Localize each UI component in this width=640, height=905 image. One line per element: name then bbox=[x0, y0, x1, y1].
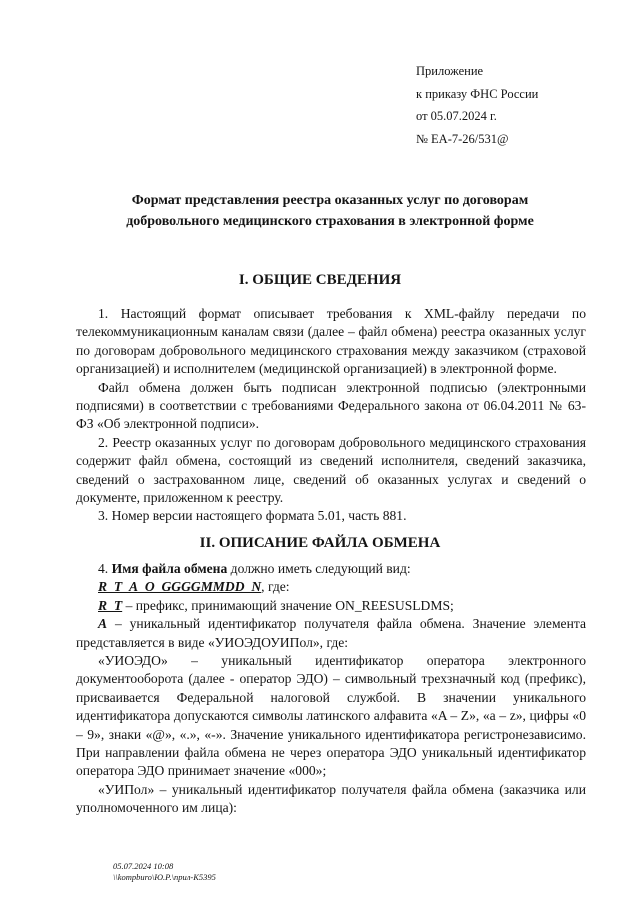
appendix-line: Приложение bbox=[416, 64, 484, 78]
paragraph bbox=[76, 597, 586, 615]
appendix-line: от 05.07.2024 г. bbox=[416, 109, 497, 123]
section-heading-file-description: II. ОПИСАНИЕ ФАЙЛА ОБМЕНА bbox=[199, 535, 441, 551]
section-file-body bbox=[76, 560, 586, 818]
paragraph-text: – уникальный идентификатор получателя файла обмена. Значение элемента представляется в виде «УИОЭДОУИПол», где: bbox=[76, 616, 586, 650]
paragraph: «УИОЭДО» – уникальный идентификатор оператора электронного документооборота (далее - оператор ЭДО) – символьный трехзначный код (префикс), присваивается Федеральной налоговой службой. В значении уникального идентификатора допускаются символы латинского алфавита «A – Z», «a – z», цифры «0 – 9», знаки «@», «.», «-». Значение уникального идентификатора регистронезависимо. При направлении файла обмена не через оператора ЭДО уникальный идентификатор оператора ЭДО принимает значение «000»; bbox=[76, 653, 586, 779]
prefix-label: R_T bbox=[98, 597, 123, 613]
footer-line: 05.07.2024 10:08 bbox=[113, 861, 174, 871]
paragraph bbox=[76, 578, 586, 596]
title-line: Формат представления реестра оказанных услуг по договорам bbox=[131, 193, 529, 208]
paragraph bbox=[76, 615, 586, 652]
paragraph-text: , где: bbox=[261, 579, 290, 595]
footer-line: \\kompburo\Ю.Р.\прил-К5395 bbox=[113, 872, 216, 882]
paragraph bbox=[76, 560, 586, 578]
title-line: добровольного медицинского страхования в электронной форме bbox=[126, 214, 534, 229]
appendix-line: № ЕА-7-26/531@ bbox=[416, 131, 509, 146]
recipient-id-label: A bbox=[98, 616, 108, 632]
paragraph: 2. Реестр оказанных услуг по договорам добровольного медицинского страхования содержит файл обмена, состоящий из сведений исполнителя, сведений заказчика, сведений о застрахованном лице, сведений об оказанных услугах и сведений о документе, приложенном к реестру. bbox=[76, 434, 586, 506]
appendix-line: к приказу ФНС России bbox=[416, 86, 539, 101]
file-name-term: Имя файла обмена bbox=[111, 561, 228, 576]
appendix-block bbox=[416, 60, 616, 150]
section-heading-general: I. ОБЩИЕ СВЕДЕНИЯ bbox=[238, 272, 402, 288]
footer-stamp bbox=[113, 861, 216, 883]
section-general-body bbox=[76, 305, 586, 526]
file-name-format: R_T_A_O_GGGGMMDD_N bbox=[98, 579, 262, 595]
paragraph: 1. Настоящий формат описывает требования к XML-файлу передачи по телекоммуникационным каналам связи (далее – файл обмена) реестра оказанных услуг по договорам добровольного медицинского страхования между заказчиком (страховой организацией) и исполнителем (медицинской организацией) в электронной форме. bbox=[76, 306, 586, 377]
paragraph: «УИПол» – уникальный идентификатор получателя файла обмена (заказчика или уполномоченного им лица): bbox=[76, 781, 586, 816]
paragraph-text: должно иметь следующий вид: bbox=[227, 561, 411, 576]
paragraph-text: – префикс, принимающий значение ON_REESUSLDMS; bbox=[122, 597, 454, 613]
paragraph: 3. Номер версии настоящего формата 5.01, часть 881. bbox=[98, 508, 407, 524]
paragraph: Файл обмена должен быть подписан электронной подписью (электронными подписями) в соответствии с требованиями Федерального закона от 06.04.2011 № 63-ФЗ «Об электронной подписи». bbox=[76, 379, 586, 432]
paragraph-prefix: 4. bbox=[98, 561, 112, 576]
document-title bbox=[70, 190, 590, 232]
